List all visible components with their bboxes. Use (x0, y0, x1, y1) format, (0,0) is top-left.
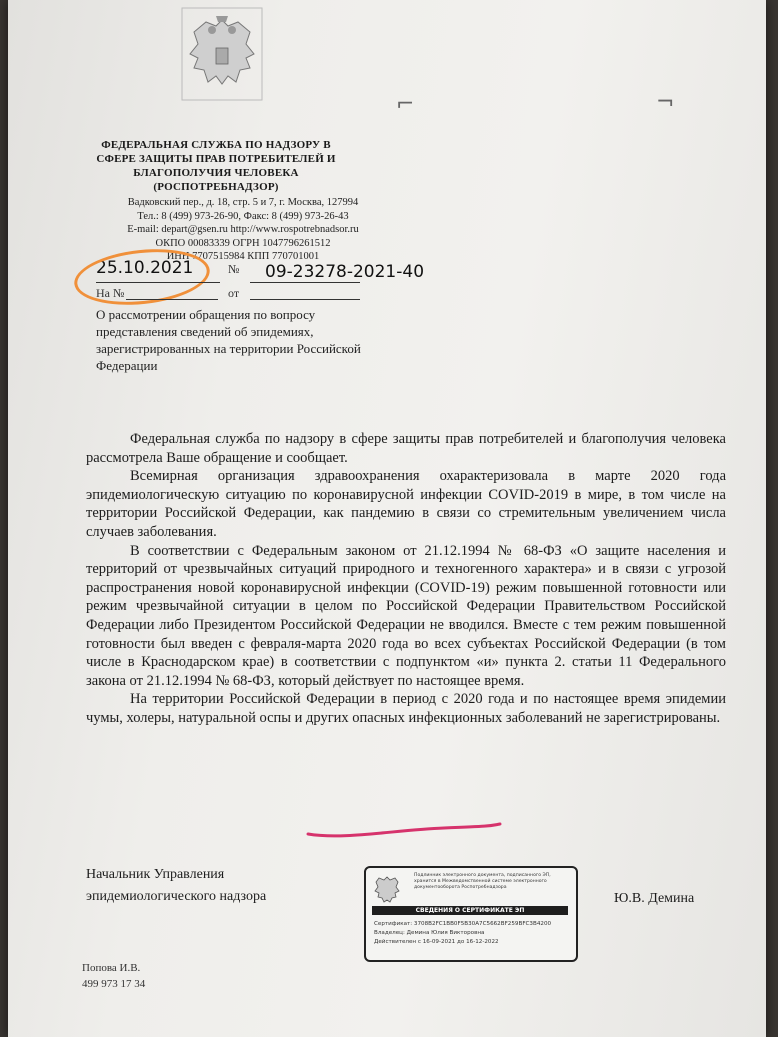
cert-header-text: Подлинник электронного документа, подписанного ЭП, хранится в Межведомственной системе электронного документооборота Роспотребнадзора (414, 873, 551, 890)
reply-to-label: На № (96, 286, 125, 300)
corner-mark-left: ⌐ (396, 92, 415, 117)
letter-body (86, 430, 726, 728)
letter-page (8, 0, 766, 1037)
registration-date: 25.10.2021 (96, 258, 194, 278)
body-paragraph: В соответствии с Федеральным законом от 21.12.1994 № 68-ФЗ «О защите населения и территорий от чрезвычайных ситуаций природного и техногенного характера» и в связи с угрозой распространения новой коронавирусной инфекции (COVID-19) режим повышенной готовности или режим чрезвычайной ситуации в целом по Российской Федерации Правительством Российской Федерации либо Президентом Российской Федерации не вводился. Вместе с тем режим повышенной готовности был введен с февраля-марта 2020 года во всех субъектах Российской Федерации (в том числе в Краснодарском крае) в соответствии с подпунктом «и» пункта 2. статьи 11 Федерального закона от 21.12.1994 № 68-ФЗ, который действует по настоящее время. (86, 542, 726, 689)
signer-title: Начальник Управления эпидемиологического надзора (86, 867, 267, 904)
reply-date-label: от (228, 286, 240, 300)
number-sign: № (228, 262, 240, 276)
reply-to-underline (126, 299, 218, 300)
organization-contacts: Вадковский пер., д. 18, стр. 5 и 7, г. Москва, 127994 Тел.: 8 (499) 973-26-90, Факс: 8 (499) 973-26-43 E-mail: depart@gsen.ru http://www.rospotrebnadsor.ru ОКПО 00083339 ОГРН 1047796261512 ИНН 7707515984 КПП 770701001 (127, 197, 359, 262)
cert-title-bar: СВЕДЕНИЯ О СЕРТИФИКАТЕ ЭП (372, 906, 568, 915)
body-paragraph: Федеральная служба по надзору в сфере защиты прав потребителей и благополучия человека рассмотрела Ваше обращение и сообщает. (86, 431, 726, 466)
date-highlight-circle (72, 243, 213, 311)
corner-mark-right: ¬ (656, 90, 675, 115)
coat-of-arms-emblem (180, 6, 264, 102)
cert-details: Сертификат: 3708B2FC1BB0F5B30A7C5662BF259BFC3B4200 Владелец: Демина Юлия Викторовна Действителен с 16-09-2021 до 16-12-2022 (374, 921, 552, 945)
body-paragraph: На территории Российской Федерации в период с 2020 года и по настоящее время эпидемии чумы, холеры, натуральной оспы и других опасных инфекционных заболеваний не зарегистрированы. (86, 691, 726, 726)
body-paragraph: Всемирная организация здравоохранения охарактеризовала в марте 2020 года эпидемиологическую ситуацию по коронавирусной инфекции COVID-2019 в мире, в том числе на территории Российской Федерации, как пандемию в связи со стремительным увеличением числа случаев заболевания. (86, 468, 726, 540)
registration-number: 09-23278-2021-40 (265, 262, 425, 282)
signer-name: Ю.В. Демина (614, 891, 695, 906)
number-underline (250, 282, 360, 283)
organization-name: ФЕДЕРАЛЬНАЯ СЛУЖБА ПО НАДЗОРУ В СФЕРЕ ЗАЩИТЫ ПРАВ ПОТРЕБИТЕЛЕЙ И БЛАГОПОЛУЧИЯ ЧЕЛОВЕКА (РОСПОТРЕБНАДЗОР) (96, 139, 336, 193)
date-underline (96, 282, 220, 283)
executor-info: Попова И.В. 499 973 17 34 (82, 962, 146, 990)
digital-signature-stamp (364, 866, 578, 962)
pink-highlight-underline (304, 820, 504, 844)
reply-date-underline (250, 299, 360, 300)
letter-subject: О рассмотрении обращения по вопросу представления сведений об эпидемиях, зарегистрированных на территории Российской Федерации (96, 307, 361, 373)
cert-emblem-icon (374, 874, 400, 904)
